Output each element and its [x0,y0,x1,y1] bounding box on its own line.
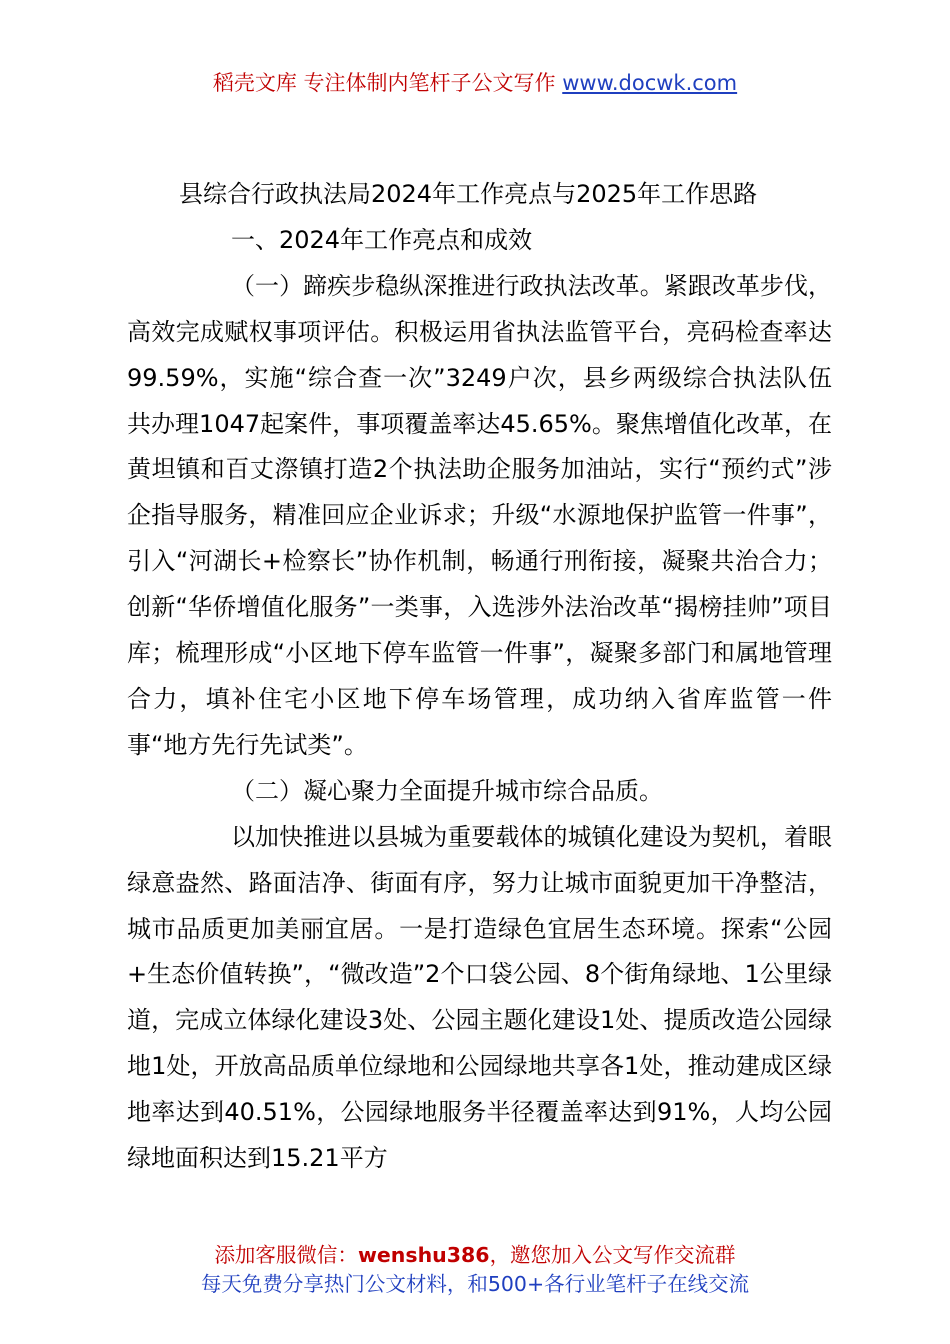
page-footer [0,1241,950,1299]
header-website-link[interactable]: www.docwk.com [562,71,738,95]
document-body [127,172,832,1182]
footer-wechat-id: wenshu386 [357,1243,490,1267]
subsection-heading-2: （二）凝心聚力全面提升城市综合品质。 [231,776,663,805]
footer-wechat-line [0,1241,950,1270]
paragraph-1: （一）蹄疾步稳纵深推进行政执法改革。紧跟改革步伐，高效完成赋权事项评估。积极运用省执法监管平台，亮码检查率达99.59%，实施“综合查一次”3249户次，县乡两级综合执法队伍共办理1047起案件，事项覆盖率达45.65%。聚焦增值化改革，在黄坦镇和百丈漈镇打造2个执法助企服务加油站，实行“预约式”涉企指导服务，精准回应企业诉求；升级“水源地保护监管一件事”，引入“河湖长+检察长”协作机制，畅通行刑衔接，凝聚共治合力；创新“华侨增值化服务”一类事，入选涉外法治改革“揭榜挂帅”项目库；梳理形成“小区地下停车监管一件事”，凝聚多部门和属地管理合力，填补住宅小区地下停车场管理，成功纳入省库监管一件事“地方先行先试类”。 [127,271,832,759]
header-brand-text: 稻壳文库 专注体制内笔杆子公文写作 [212,71,556,95]
footer-wechat-suffix: ，邀您加入公文写作交流群 [489,1243,736,1267]
paragraph-3: 以加快推进以县城为重要载体的城镇化建设为契机，着眼绿意盎然、路面洁净、街面有序，努力让城市面貌更加干净整洁，城市品质更加美丽宜居。一是打造绿色宜居生态环境。探索“公园+生态价值转换”，“微改造”2个口袋公园、8个街角绿地、1公里绿道，完成立体绿化建设3处、公园主题化建设1处、提质改造公园绿地1处，开放高品质单位绿地和公园绿地共享各1处，推动建成区绿地率达到40.51%，公园绿地服务半径覆盖率达到91%，人均公园绿地面积达到15.21平方 [127,822,832,1173]
footer-share-line: 每天免费分享热门公文材料，和500+各行业笔杆子在线交流 [200,1272,750,1296]
page-header [0,68,950,98]
footer-wechat-prefix: 添加客服微信： [214,1243,358,1267]
document-title: 县综合行政执法局2024年工作亮点与2025年工作思路 [179,180,758,208]
section-heading-1: 一、2024年工作亮点和成效 [231,225,533,254]
